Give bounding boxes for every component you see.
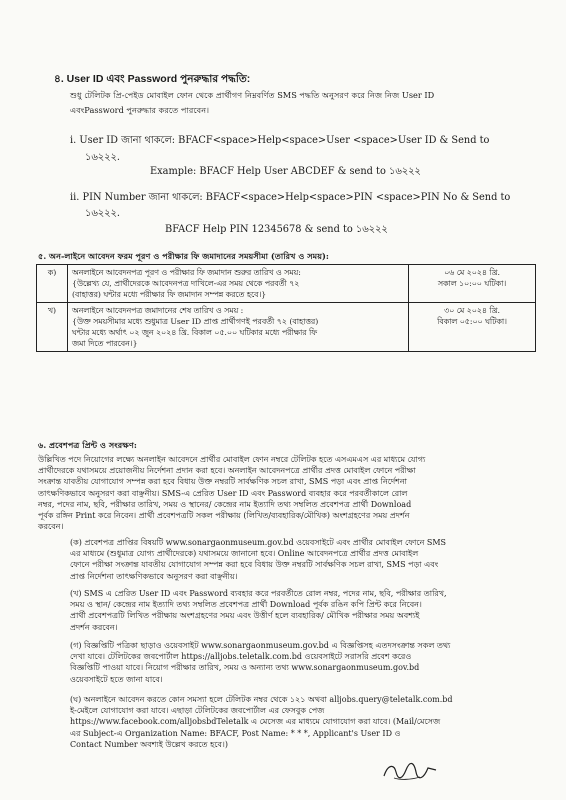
table-row [37, 265, 536, 303]
row-description [68, 303, 409, 352]
user-id-recovery-example: Example: BFACF Help User ABCDEF & send to ১৬২২২ [150, 166, 421, 177]
pin-recovery-line2: ১৬২২২. [85, 208, 120, 219]
row-date: ৩০ মে ২০২৪ খ্রি. [444, 306, 500, 315]
item-line: https://www.facebook.com/alljobsbdTeletalk এ মেসেজ এর মাধ্যমে যোগাযোগ করা যাবে। (Mail/মেসেজ [70, 717, 441, 727]
row-number: খ) [37, 303, 68, 352]
item-line: (ঘ) অনলাইনে আবেদন করতে কোন সমস্যা হলে টেলিটক নম্বর থেকে ১২১ অথবা alljobs.query@teletalk.com.bd [70, 695, 453, 704]
item-ka [70, 537, 540, 582]
signature-icon [380, 758, 440, 784]
section-6-paragraph [38, 454, 538, 532]
row-line: অনলাইনে আবেদনপত্র জমাদানের শেষ তারিখ ও সময় : [72, 306, 244, 315]
item-line: দেখা যাবে। টেলিটকের জবপোর্টাল https://alljobs.teletalk.com.bd ওয়েবসাইটে সরাসরি প্রবেশ করেও [70, 652, 412, 662]
item-line: এর মাধ্যমে (শুধুমাত্র যোগ্য প্রার্থীদেরকে) যথাসময়ে জানানো হবে। Online আবেদনপত্রে প্রার্থীর প্রদত্ত মোবাইল [70, 549, 419, 559]
paragraph-line: পূর্বক রঙ্গিন Print করে নিবেন। প্রার্থী প্রবেশপত্রটি সকল পরীক্ষায় (লিখিত/ব্যবহারিক/মৌখিক) অংশগ্রহণের সময় প্রদর্শন [38, 511, 410, 521]
application-deadline-table [36, 264, 536, 352]
paragraph-line: করবেন। [38, 522, 64, 532]
paragraph-line: তাৎক্ষণিকভাবে অনুসরণ করা বাঞ্ছনীয়। SMS-এ প্রেরিত User ID এবং Password ব্যবহার করে পরবর্তীকালে রোল [38, 488, 408, 498]
item-gha [70, 694, 540, 750]
item-ga [70, 640, 540, 685]
item-line: সময় ও স্থান/ কেন্দ্রের নাম ইত্যাদি তথ্য সম্বলিত প্রবেশপত্র প্রার্থী Download পূর্বক রঙিন কপি প্রিন্ট করে নিবেন। [70, 600, 422, 610]
section-4-intro-line1: শুধু টেলিটক প্রি-পেইড মোবাইল ফোন থেকে প্রার্থীগণ নিম্নবর্ণিত SMS পদ্ধতি অনুসরণ করে নিজ নিজ User ID [70, 90, 435, 100]
row-datetime [409, 303, 536, 352]
row-line: {উক্ত সময়সীমার মধ্যে শুধুমাত্র User ID প্রাপ্ত প্রার্থীগণই পরবর্তী ৭২ (বাহাত্তর) [72, 317, 319, 326]
section-4-heading: ৪. User ID এবং Password পুনরুদ্ধার পদ্ধতি: [54, 73, 251, 85]
item-line: Contact Number অবশ্যই উল্লেখ করতে হবে।) [70, 739, 228, 749]
item-line: (ক) প্রবেশপত্র প্রাপ্তির বিষয়টি www.sonargaonmuseum.gov.bd ওয়েবসাইটে এবং প্রার্থীর মোবাইল ফোনে SMS [70, 538, 447, 547]
row-time: সকাল ১০:০০ ঘটিকা। [437, 279, 507, 288]
row-description [68, 265, 409, 303]
section-6-heading: ৬. প্রবেশপত্র প্রিন্ট ও সংরক্ষণ: [38, 440, 137, 450]
row-time: বিকাল ০৫:০০ ঘটিকা। [437, 317, 507, 326]
row-line: অনলাইনে আবেদনপত্র পূরণ ও পরীক্ষার ফি জমাদান শুরুর তারিখ ও সময়: [72, 268, 301, 277]
item-line: ই-মেইলে যোগাযোগ করা যাবে। এছাড়া টেলিটকের জবপোর্টাল এর ফেসবুক পেজ [70, 706, 325, 716]
user-id-recovery-line1: i. User ID জানা থাকলে: BFACF<space>Help<space>User <space>User ID & Send to [70, 135, 490, 146]
row-number: ক) [37, 265, 68, 303]
pin-recovery-line1: ii. PIN Number জানা থাকলে: BFACF<space>Help<space>PIN <space>PIN No & Send to [70, 192, 511, 203]
item-line: ফোনে পরীক্ষা সংক্রান্ত যাবতীয় যোগাযোগ সম্পন্ন করা হবে বিধায় উক্ত নম্বরটি সার্বক্ষণিক সচল রাখা, SMS পড়া এবং [70, 560, 439, 570]
row-line: জমা দিতে পারবেন।} [72, 339, 138, 348]
paragraph-line: সংক্রান্ত যাবতীয় যোগাযোগ সম্পন্ন করা হবে বিধায় উক্ত নম্বরটি সার্বক্ষণিক সচল রাখা, SMS পড়া এবং প্রাপ্ত নির্দেশনা [38, 477, 407, 487]
item-line: (খ) SMS এ প্রেরিত User ID এবং Password ব্যবহার করে পরবর্তীতে রোল নম্বর, পদের নাম, ছবি, পরীক্ষার তারিখ, [70, 589, 447, 598]
item-line: প্রদর্শন করবেন। [70, 622, 118, 632]
item-line: প্রাপ্ত নির্দেশনা তাৎক্ষণিকভাবে অনুসরণ করা বাঞ্ছনীয়। [70, 571, 238, 581]
item-line: বিজ্ঞপ্তিটি পাওয়া যাবে। নিয়োগ পরীক্ষার তারিখ, সময় ও অন্যান্য তথ্য www.sonargaonmuseum.gov.bd [70, 663, 420, 673]
item-line: এর Subject-এ Organization Name: BFACF, Post Name: * * *, Applicant's User ID ও [70, 728, 401, 738]
item-line: প্রার্থী প্রবেশপত্রটি লিখিত পরীক্ষায় অংশগ্রহণের সময় এবং উত্তীর্ণ হলে ব্যবহারিক/ মৌখিক পরীক্ষার সময় অবশ্যই [70, 611, 420, 621]
paragraph-line: উল্লিখিত পদে নিয়োগের লক্ষ্যে অনলাইন আবেদনে প্রার্থীর মোবাইল ফোন নম্বরে টেলিটক হতে এসএমএস এর মাধ্যমে যোগ্য [38, 455, 426, 464]
pin-recovery-example: BFACF Help PIN 12345678 & send to ১৬২২২ [165, 224, 388, 235]
paragraph-line: প্রার্থীদেরকে যথাসময়ে প্রয়োজনীয় নির্দেশনা প্রদান করা হবে। অনলাইন আবেদনপত্রে প্রার্থীর প্রদত্ত মোবাইল ফোনে পরীক্ষা [38, 466, 416, 476]
user-id-recovery-line2: ১৬২২২. [85, 152, 120, 163]
row-line: ঘন্টার মধ্যে অর্থাৎ ০২ জুন ২০২৪ খ্রি. বিকাল ০৫.০০ ঘটিকার মধ্যে পরীক্ষার ফি [72, 328, 317, 337]
row-datetime [409, 265, 536, 303]
section-4-intro-line2: এবংPassword পুনরুদ্ধার করতে পারবেন। [70, 105, 210, 115]
item-line: (গ) বিজ্ঞপ্তিটি পত্রিকা ছাড়াও ওয়েবসাইট www.sonargaonmuseum.gov.bd এ বিজ্ঞপ্তিসহ এতদসংক্রান্ত সকল তথ্য [70, 641, 451, 650]
row-line: (বাহাত্তর) ঘন্টার মধ্যে পরীক্ষার ফি জমাদান সম্পন্ন করতে হবে।} [72, 290, 267, 299]
row-date: ০৬ মে ২০২৪ খ্রি. [444, 268, 500, 277]
item-line: ওয়েবসাইটে হতে জানা যাবে। [70, 674, 163, 684]
item-kha [70, 588, 540, 633]
section-5-heading: ৫. অন-লাইনে আবেদন ফরম পূরণ ও পরীক্ষার ফি জমাদানের সময়সীমা (তারিখ ও সময়): [38, 251, 329, 261]
table-row [37, 303, 536, 352]
row-line: {উল্লেখ্য যে, প্রার্থীদেরকে আবেদনপত্র দাখিলে-এর সময় থেকে পরবর্তী ৭২ [72, 279, 300, 288]
paragraph-line: নম্বর, পদের নাম, ছবি, পরীক্ষার তারিখ, সময় ও স্থানের/ কেন্দ্রের নাম ইত্যাদি তথ্য সম্বলিত প্রবেশপত্র প্রার্থী Download [38, 499, 412, 509]
